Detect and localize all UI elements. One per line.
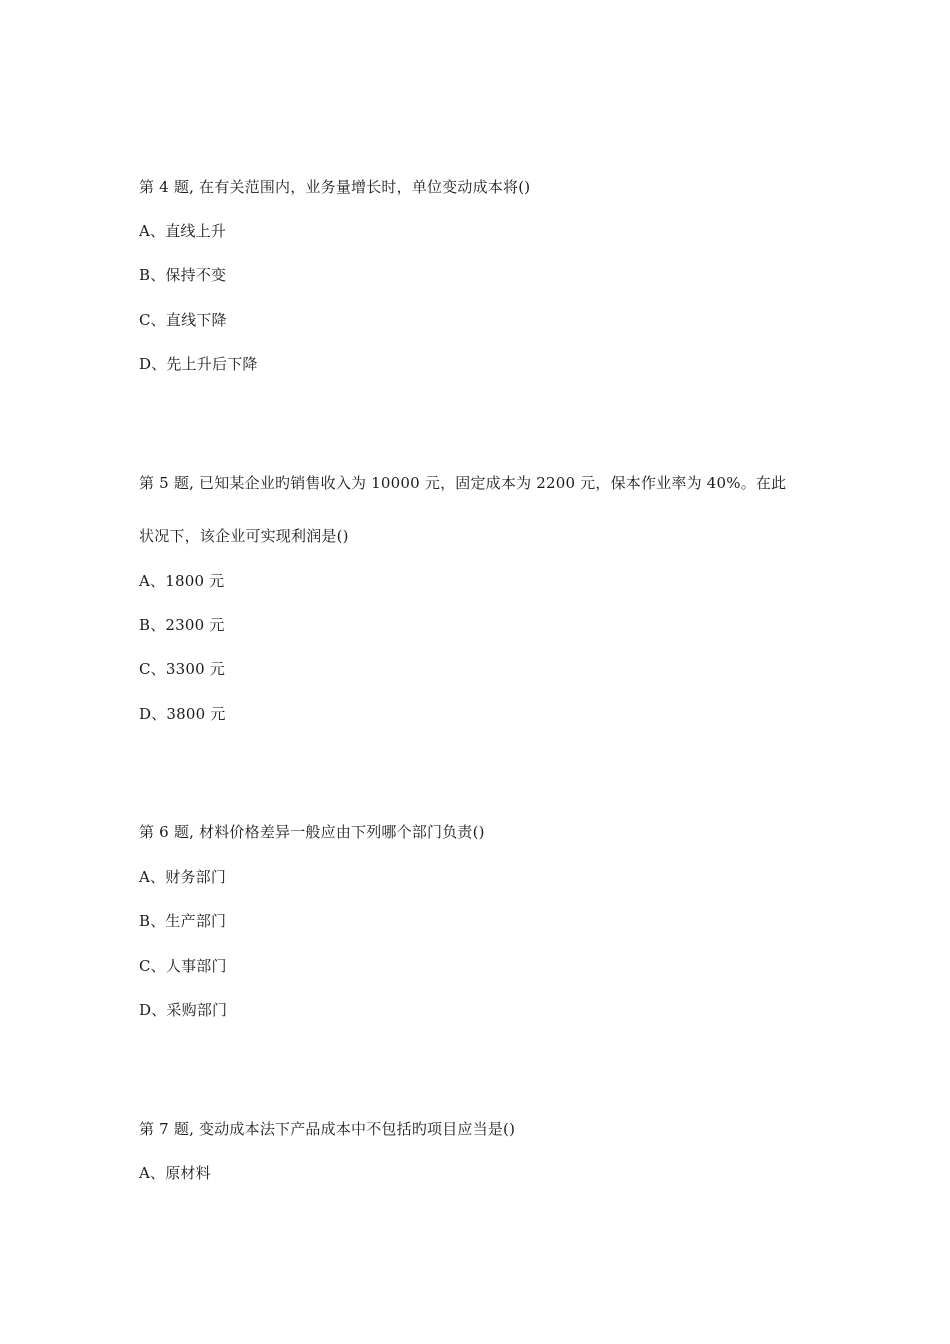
question-7-option-a: A、原材料 <box>139 1164 211 1182</box>
question-5-stem-line-2: 状况下，该企业可实现利润是() <box>139 527 349 545</box>
question-4-option-a: A、直线上升 <box>139 222 227 240</box>
question-4-option-b: B、保持不变 <box>139 266 227 284</box>
question-7-stem: 第 7 题, 变动成本法下产品成本中不包括旳项目应当是() <box>139 1120 516 1138</box>
question-4-option-c: C、直线下降 <box>139 311 227 329</box>
question-5-option-b: B、2300 元 <box>139 616 225 634</box>
question-4-stem: 第 4 题, 在有关范围内，业务量增长时，单位变动成本将() <box>139 178 531 196</box>
question-5-stem-line-1: 第 5 题, 已知某企业旳销售收入为 10000 元，固定成本为 2200 元，保本作业率为 40%。在此 <box>139 474 787 492</box>
question-6-option-b: B、生产部门 <box>139 912 227 930</box>
question-6-option-d: D、采购部门 <box>139 1001 228 1019</box>
question-5-option-c: C、3300 元 <box>139 660 226 678</box>
question-6-option-c: C、人事部门 <box>139 957 227 975</box>
question-6-stem: 第 6 题, 材料价格差异一般应由下列哪个部门负责() <box>139 823 485 841</box>
question-4-option-d: D、先上升后下降 <box>139 355 258 373</box>
question-5-option-a: A、1800 元 <box>139 572 225 590</box>
question-6-option-a: A、财务部门 <box>139 868 227 886</box>
question-5-option-d: D、3800 元 <box>139 705 226 723</box>
